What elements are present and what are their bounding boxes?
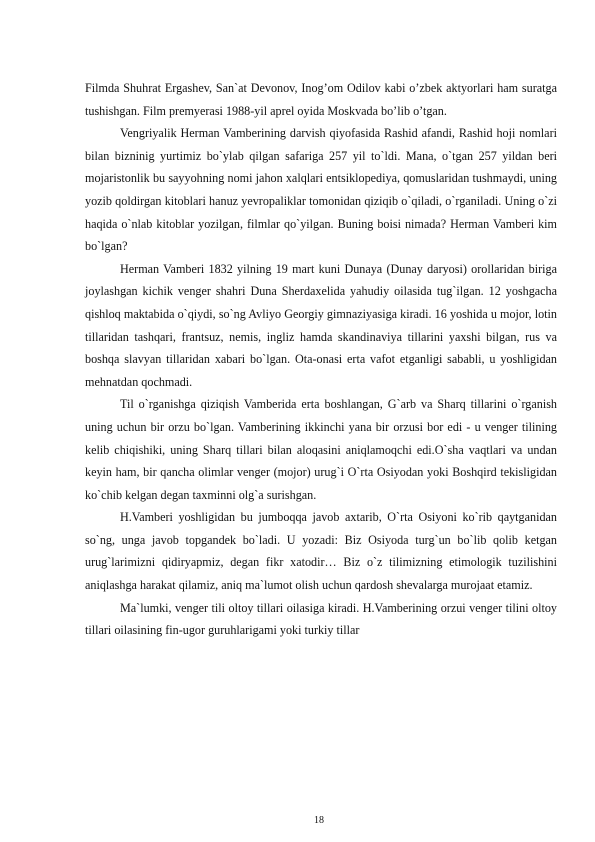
paragraph-3: Herman Vamberi 1832 yilning 19 mart kuni Dunaya (Dunay daryosi) orollaridan biriga joylashgan kichik venger shahri Duna Sherdaxelida yahudiy oilasida tug`ilgan. 12 yoshgacha qishloq maktabida o`qiydi, so`ng Avliyo Georgiy gimnaziyasiga kiradi. 16 yoshida u mojor, lotin tillaridan tashqari, frantsuz, nemis, ingliz hamda skandinaviya tillarini yaxshi bilgan, rus va boshqa slavyan tillaridan xabari bo`lgan. Ota-onasi erta vafot etganligi sababli, u yoshligidan mehnatdan qochmadi. <box>85 261 557 389</box>
paragraph-2: Vengriyalik Herman Vamberining darvish qiyofasida Rashid afandi, Rashid hoji nomlari bilan bizninig yurtimiz bo`ylab qilgan safariga 257 yil to`ldi. Mana, o`tgan 257 yildan beri mojaristonlik bu sayyohning nomi jahon xalqlari entsiklopediya, qomuslaridan tushmaydi, uning yozib qoldirgan kitoblari hanuz yevropaliklar tomonidan qiziqib o`qiladi, o`rganiladi. Uning o`zi haqida o`nlab kitoblar yozilgan, filmlar qo`yilgan. Buning boisi nimada? Herman Vamberi kim bo`lgan? <box>85 126 557 254</box>
paragraph-6: Ma`lumki, venger tili oltoy tillari oilasiga kiradi. H.Vamberining orzui venger tilini oltoy tillari oilasining fin-ugor guruhlarigami yoki turkiy tillar <box>85 600 557 638</box>
paragraph-1: Filmda Shuhrat Ergashev, San`at Devonov, Inog’om Odilov kabi o’zbek aktyorlari ham suratga tushishgan. Film premyerasi 1988-yil aprel oyida Moskvada bo’lib o’tgan. <box>85 81 557 118</box>
page-body <box>85 77 557 642</box>
paragraph-5: H.Vamberi yoshligidan bu jumboqqa javob axtarib, O`rta Osiyoni ko`rib qaytganidan so`ng, unga javob topgandek bo`ladi. U yozadi: Biz Osiyoda turg`un bo`lib qolib ketgan urug`larimizni qidiryapmiz, degan fikr xatodir… Biz o`z tilimizning etimologik tuzilishini aniqlashga harakat qilamiz, aniq ma`lumot olish uchun qardosh shevalarga murojaat etamiz. <box>85 510 557 593</box>
paragraph-4: Til o`rganishga qiziqish Vamberida erta boshlangan, G`arb va Sharq tillarini o`rganish uning uchun bir orzu bo`lgan. Vamberining ikkinchi yana bir orzusi bor edi - u venger tilining kelib chiqishiki, uning Sharq tillari bilan aloqasini aniqlamoqchi edi.O`sha vaqtlari va undan keyin ham, bir qancha olimlar venger (mojor) urug`i O`rta Osiyodan yoki Boshqird tekisligidan ko`chib kelgan degan taxminni olg`a surishgan. <box>85 397 557 502</box>
page-number: 18 <box>314 815 324 826</box>
